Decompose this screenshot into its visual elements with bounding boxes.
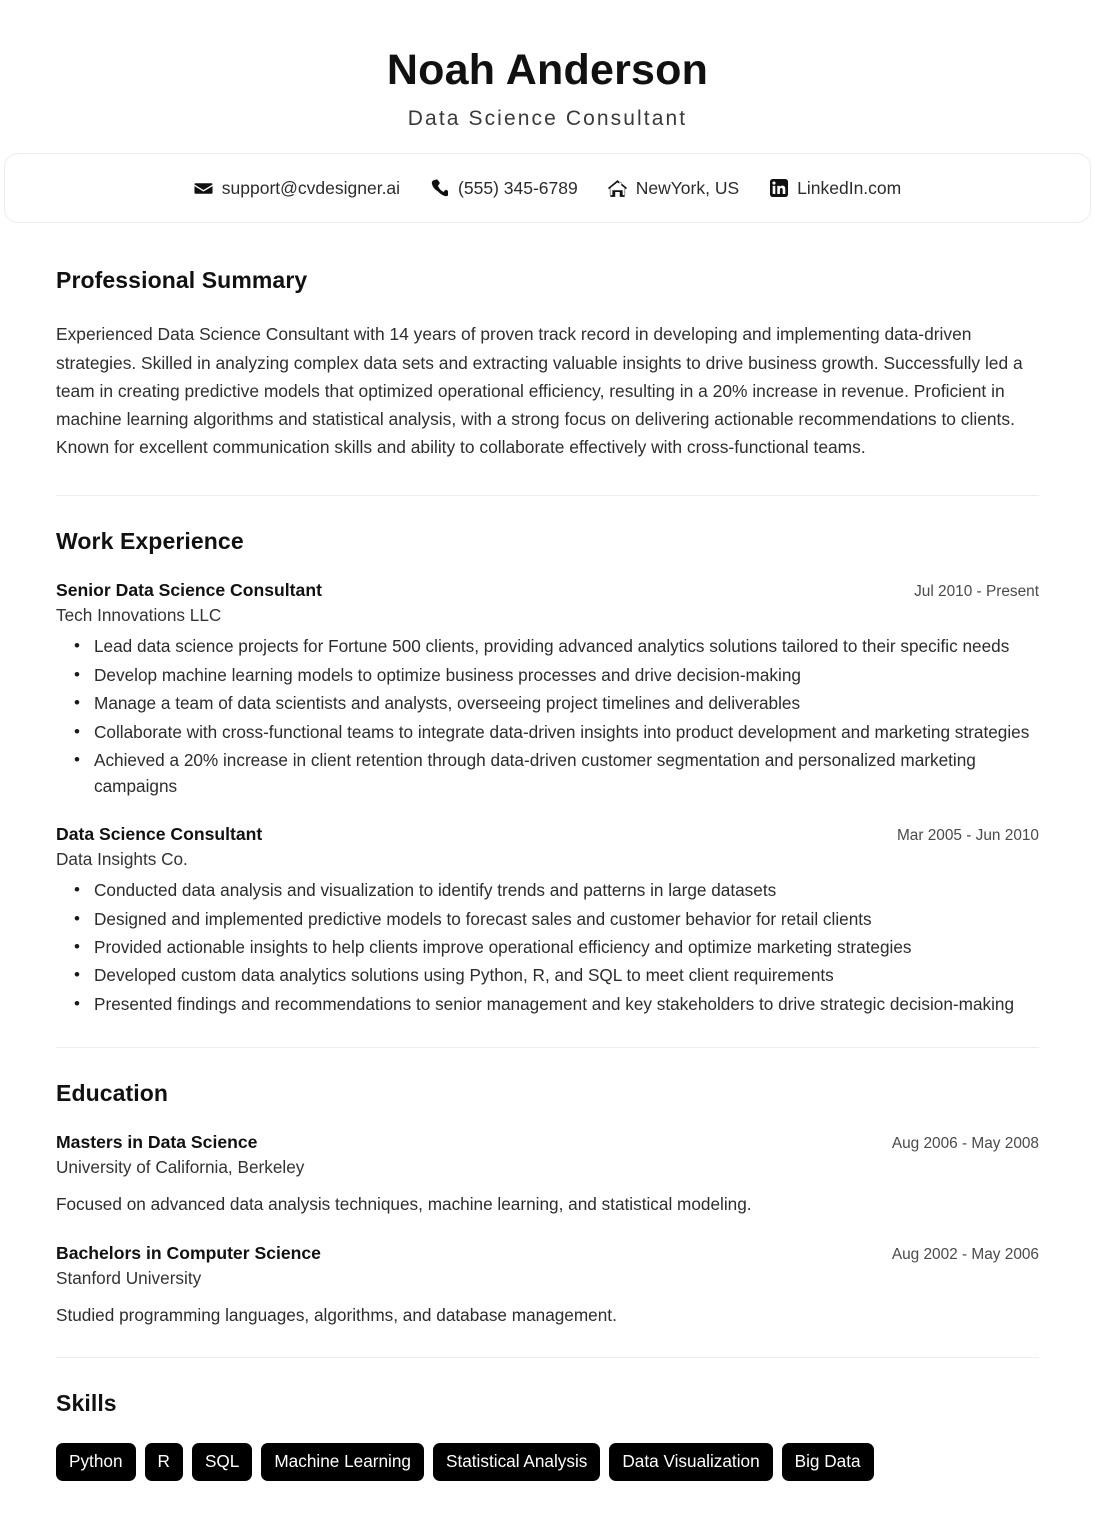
education-entry-date: Aug 2006 - May 2008	[891, 1135, 1039, 1153]
contact-email[interactable]	[194, 178, 400, 199]
contact-phone-label: (555) 345-6789	[458, 177, 578, 198]
list-item: • Provided actionable insights to help clients improve operational efficiency and optimize marketing strategies	[92, 935, 1039, 960]
linkedin-icon	[769, 179, 788, 198]
section-education	[0, 1048, 1095, 1357]
work-entry-bullets	[56, 878, 1039, 1017]
work-entry-bullets	[56, 634, 1039, 799]
section-title-education: Education	[56, 1080, 169, 1107]
skill-tag: SQL	[192, 1443, 252, 1481]
education-entry	[56, 1132, 1039, 1218]
skill-tag: Data Visualization	[609, 1443, 772, 1481]
education-entry-degree: Bachelors in Computer Science	[56, 1243, 321, 1264]
work-entry-header	[56, 824, 1039, 845]
list-item: • Lead data science projects for Fortune 500 clients, providing advanced analytics solutions tailored to their specific needs	[92, 634, 1039, 659]
work-entry-date: Mar 2005 - Jun 2010	[896, 827, 1039, 845]
candidate-job-title: Data Science Consultant	[407, 107, 688, 131]
work-entry-header	[56, 580, 1039, 601]
list-item: • Achieved a 20% increase in client retention through data-driven customer segmentation and personalized marketing campaigns	[92, 748, 1039, 799]
section-work-experience	[0, 496, 1095, 1047]
education-entry-header	[56, 1243, 1039, 1264]
work-entry-date: Jul 2010 - Present	[914, 583, 1039, 601]
work-entry-title: Senior Data Science Consultant	[56, 580, 322, 601]
list-item: • Manage a team of data scientists and analysts, overseeing project timelines and deliverables	[92, 691, 1039, 716]
list-item: • Conducted data analysis and visualization to identify trends and patterns in large datasets	[92, 878, 1039, 903]
work-entry-company: Data Insights Co.	[56, 849, 188, 870]
section-title-skills: Skills	[56, 1389, 117, 1416]
contact-location[interactable]	[608, 178, 739, 199]
section-professional-summary	[0, 223, 1095, 495]
section-title-summary: Professional Summary	[56, 267, 308, 294]
list-item: • Presented findings and recommendations to senior management and key stakeholders to drive strategic decision-making	[92, 992, 1039, 1017]
skill-tag: R	[145, 1443, 183, 1481]
work-entry	[56, 580, 1039, 799]
candidate-name: Noah Anderson	[386, 46, 709, 94]
contact-email-label: support@cvdesigner.ai	[221, 177, 401, 198]
education-entry-degree: Masters in Data Science	[56, 1132, 258, 1153]
list-item: • Developed custom data analytics solutions using Python, R, and SQL to meet client requirements	[92, 963, 1039, 988]
work-entry-title: Data Science Consultant	[56, 824, 263, 845]
education-entry-date: Aug 2002 - May 2006	[891, 1246, 1039, 1264]
work-entry	[56, 824, 1039, 1017]
section-skills	[0, 1358, 1095, 1481]
skills-tag-list	[56, 1443, 1039, 1481]
skill-tag: Statistical Analysis	[433, 1443, 600, 1481]
contact-phone[interactable]	[430, 178, 578, 199]
envelope-icon	[194, 179, 213, 198]
resume-header	[0, 0, 1095, 131]
phone-icon	[430, 179, 449, 198]
contact-location-label: NewYork, US	[635, 177, 740, 198]
skill-tag: Machine Learning	[261, 1443, 424, 1481]
education-entry-description: Studied programming languages, algorithms, and database management.	[56, 1305, 617, 1326]
education-entry	[56, 1243, 1039, 1329]
education-entry-header	[56, 1132, 1039, 1153]
contact-bar-wrapper	[0, 131, 1095, 223]
home-icon	[608, 179, 627, 198]
list-item: • Develop machine learning models to optimize business processes and drive decision-making	[92, 663, 1039, 688]
contact-linkedin[interactable]	[769, 178, 901, 199]
list-item: • Designed and implemented predictive models to forecast sales and customer behavior for retail clients	[92, 907, 1039, 932]
education-entry-school: Stanford University	[56, 1268, 202, 1289]
education-entry-school: University of California, Berkeley	[56, 1157, 305, 1178]
section-title-work: Work Experience	[56, 528, 244, 555]
contact-linkedin-label: LinkedIn.com	[797, 177, 902, 198]
skill-tag: Big Data	[782, 1443, 874, 1481]
contact-bar	[4, 153, 1091, 223]
list-item: • Collaborate with cross-functional teams to integrate data-driven insights into product development and marketing strategies	[92, 720, 1039, 745]
work-entry-company: Tech Innovations LLC	[56, 605, 222, 626]
summary-paragraph: Experienced Data Science Consultant with 14 years of proven track record in developing and implementing data-driven strategies. Skilled in analyzing complex data sets and extracting valuable insights to drive business growth. Successfully led a team in creating predictive models that optimized operational efficiency, resulting in a 20% increase in revenue. Proficient in machine learning algorithms and statistical analysis, with a strong focus on delivering actionable recommendations to clients. Known for excellent communication skills and ability to collaborate effectively with cross-functional teams.	[56, 324, 1023, 458]
skill-tag: Python	[56, 1443, 136, 1481]
education-entry-description: Focused on advanced data analysis techniques, machine learning, and statistical modeling.	[56, 1194, 752, 1215]
